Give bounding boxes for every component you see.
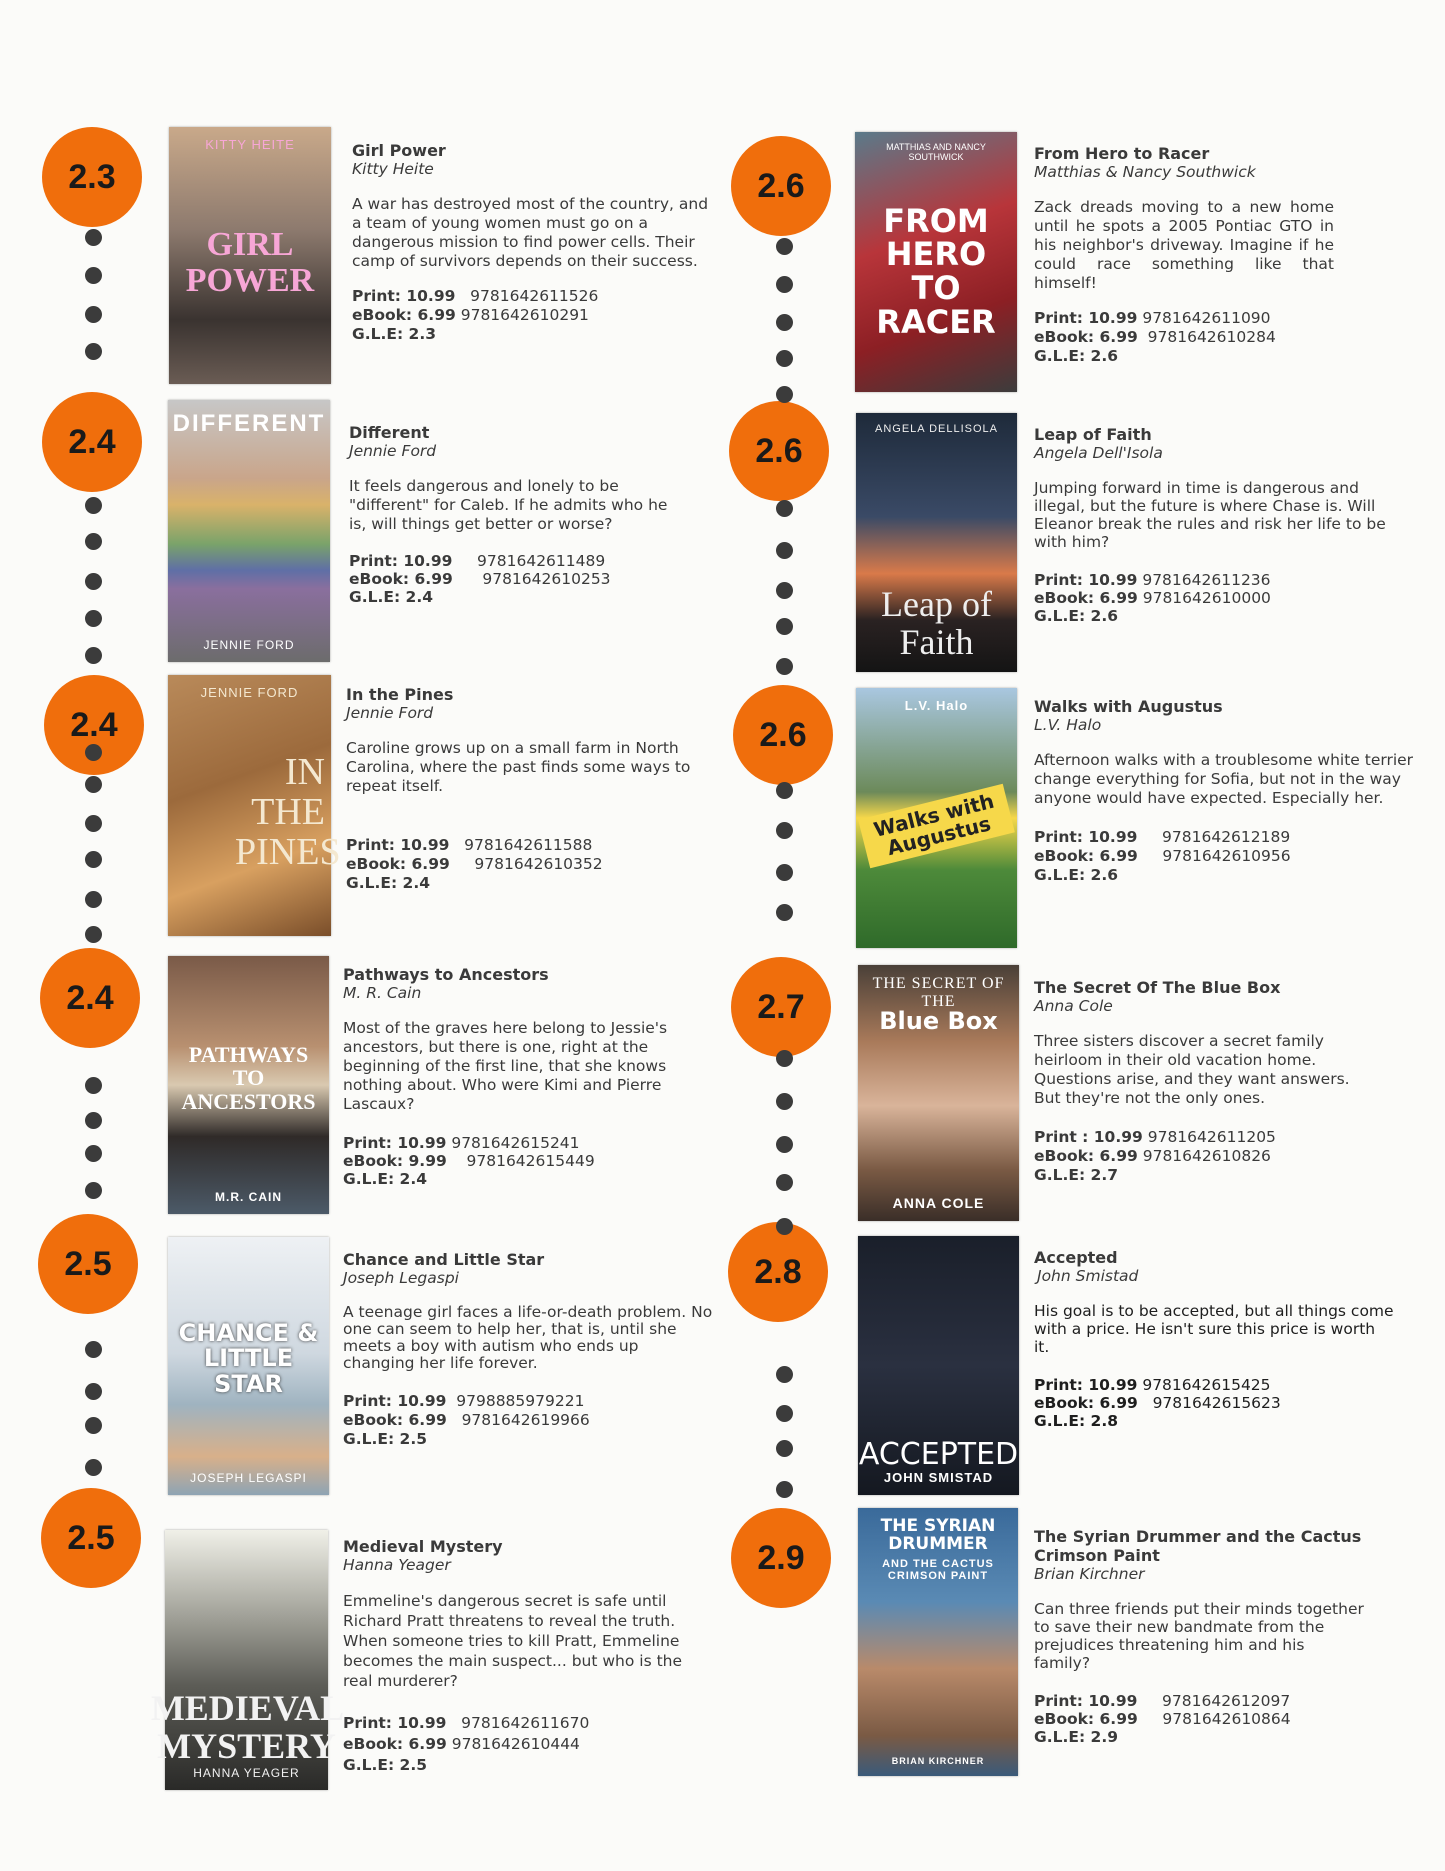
- print-isbn: 9781642611489: [477, 552, 606, 570]
- book-author: Brian Kirchner: [1034, 1565, 1145, 1583]
- book-title: Girl Power: [352, 141, 446, 160]
- book-entry: [349, 423, 679, 606]
- grade-level: G.L.E: 2.4: [349, 588, 434, 606]
- book-author: M. R. Cain: [343, 984, 422, 1002]
- book-prices: [1034, 571, 1394, 625]
- book-entry: [1034, 978, 1374, 1185]
- grade-level: G.L.E: 2.4: [343, 1170, 428, 1188]
- print-price: Print: 10.99: [343, 1714, 447, 1732]
- book-cover[interactable]: [150, 1530, 345, 1790]
- timeline-dot: [776, 1050, 793, 1067]
- cover-author-bottom: HANNA YEAGER: [193, 1766, 300, 1780]
- ebook-price: eBook: 6.99: [343, 1735, 447, 1753]
- book-description: A teenage girl faces a life-or-death problem. No one can seem to help her, that is, until she meets a boy with autism who ends up changing her life forever.: [343, 1303, 713, 1372]
- print-isbn: 9781642612097: [1162, 1692, 1291, 1710]
- timeline-dot: [776, 1366, 793, 1383]
- book-entry: [343, 1250, 713, 1449]
- grade-level-badge: 2.5: [41, 1488, 141, 1588]
- grade-level-badge: 2.6: [733, 685, 833, 785]
- cover-title: Walks with Augustus: [858, 783, 1015, 868]
- book-title: Different: [349, 423, 430, 442]
- cover-title: FROM HERO TO RACER: [876, 201, 996, 341]
- timeline-dot: [776, 1481, 793, 1498]
- book-prices: [1034, 1692, 1364, 1746]
- ebook-isbn: 9781642619966: [461, 1411, 590, 1429]
- timeline-dot: [776, 276, 793, 293]
- print-isbn: 9781642611588: [464, 836, 593, 854]
- print-price: Print: 10.99: [1034, 1692, 1138, 1710]
- timeline-dot: [776, 350, 793, 367]
- timeline-dot: [85, 497, 102, 514]
- book-title: Chance and Little Star: [343, 1250, 545, 1269]
- book-entry: [1034, 1527, 1364, 1746]
- ebook-isbn: 9781642610000: [1142, 589, 1271, 607]
- print-price: Print: 10.99: [1034, 571, 1138, 589]
- ebook-price: eBook: 6.99: [1034, 589, 1138, 607]
- print-isbn: 9781642611205: [1147, 1128, 1276, 1146]
- timeline-dot: [85, 1383, 102, 1400]
- cover-title: Leap of Faith: [881, 584, 992, 663]
- book-description: His goal is to be accepted, but all things come with a price. He isn't sure this price is worth it.: [1034, 1302, 1394, 1356]
- cover-author-bottom: JOSEPH LEGASPI: [190, 1471, 307, 1485]
- timeline-dot: [85, 533, 102, 550]
- timeline-dot: [776, 1440, 793, 1457]
- book-cover[interactable]: [858, 1508, 1018, 1776]
- book-cover[interactable]: [855, 132, 1017, 392]
- book-prices: [349, 552, 679, 606]
- timeline-dot: [85, 1417, 102, 1434]
- grade-level: G.L.E: 2.3: [352, 325, 437, 343]
- ebook-price: eBook: 9.99: [343, 1152, 447, 1170]
- timeline-dot: [776, 822, 793, 839]
- ebook-price: eBook: 6.99: [1034, 328, 1138, 346]
- book-description: Can three friends put their minds together to save their new bandmate from the prejudices threatening him and his family?: [1034, 1600, 1364, 1672]
- ebook-isbn: 9781642615449: [466, 1152, 595, 1170]
- book-author: Angela Dell'Isola: [1034, 444, 1163, 462]
- cover-title: Blue Box: [879, 1007, 998, 1035]
- print-isbn: 9781642615425: [1142, 1376, 1271, 1394]
- book-author: Jennie Ford: [346, 704, 434, 722]
- timeline-dot: [85, 1145, 102, 1162]
- book-description: Caroline grows up on a small farm in North Carolina, where the past finds some ways to repeat itself.: [346, 739, 691, 795]
- grade-level-badge: 2.4: [40, 948, 140, 1048]
- book-prices: [346, 836, 691, 893]
- grade-level-badge: 2.8: [728, 1222, 828, 1322]
- timeline-dot: [776, 864, 793, 881]
- book-title: The Syrian Drummer and the Cactus Crimson Paint: [1034, 1527, 1362, 1565]
- book-cover[interactable]: [856, 413, 1017, 672]
- book-entry: [346, 685, 691, 893]
- book-description: It feels dangerous and lonely to be "different" for Caleb. If he admits who he is, will things get better or worse?: [349, 477, 668, 533]
- grade-level-badge: 2.9: [731, 1508, 831, 1608]
- cover-author-bottom: JENNIE FORD: [203, 638, 295, 652]
- print-isbn: 9781642611090: [1142, 309, 1271, 327]
- book-title: In the Pines: [346, 685, 454, 704]
- print-isbn: 9781642612189: [1162, 828, 1291, 846]
- book-entry: [1034, 144, 1334, 366]
- cover-author-top: KITTY HEITE: [205, 137, 295, 152]
- timeline-dot: [85, 926, 102, 943]
- print-price: Print: 10.99: [1034, 828, 1138, 846]
- book-entry: [1034, 1248, 1394, 1430]
- timeline-dot: [85, 1182, 102, 1199]
- cover-author-top: MATTHIAS AND NANCY SOUTHWICK: [886, 142, 986, 162]
- grade-level: G.L.E: 2.5: [343, 1756, 428, 1774]
- grade-level-badge: 2.4: [44, 675, 144, 775]
- timeline-dot: [776, 582, 793, 599]
- ebook-isbn: 9781642615623: [1152, 1394, 1281, 1412]
- timeline-dot: [776, 904, 793, 921]
- book-title: Walks with Augustus: [1034, 697, 1223, 716]
- book-cover[interactable]: [858, 1236, 1019, 1495]
- grade-level: G.L.E: 2.6: [1034, 607, 1119, 625]
- cover-title: THE SYRIAN DRUMMER: [880, 1516, 996, 1554]
- book-description: Afternoon walks with a troublesome white terrier change everything for Sofia, but not in the way anyone would have expected. Especially her.: [1034, 751, 1414, 807]
- book-prices: [343, 1134, 683, 1188]
- timeline-dot: [776, 618, 793, 635]
- book-entry: [343, 1537, 688, 1776]
- cover-title: DIFFERENT: [172, 410, 326, 437]
- print-isbn: 9798885979221: [456, 1392, 585, 1410]
- cover-author-top: ANGELA DELLISOLA: [875, 423, 998, 435]
- grade-level: G.L.E: 2.7: [1034, 1166, 1119, 1184]
- book-entry: [343, 965, 683, 1188]
- ebook-price: eBook: 6.99: [1034, 1147, 1138, 1165]
- timeline-dot: [85, 891, 102, 908]
- cover-author-top: JENNIE FORD: [200, 685, 299, 700]
- book-author: Jennie Ford: [349, 442, 437, 460]
- book-author: Hanna Yeager: [343, 1556, 451, 1574]
- book-author: Kitty Heite: [352, 160, 434, 178]
- book-prices: [352, 287, 722, 344]
- ebook-price: eBook: 6.99: [352, 306, 456, 324]
- print-isbn: 9781642611670: [461, 1714, 590, 1732]
- book-title: Medieval Mystery: [343, 1537, 503, 1556]
- grade-level-badge: 2.4: [42, 392, 142, 492]
- grade-level: G.L.E: 2.8: [1034, 1412, 1119, 1430]
- timeline-dot: [85, 1459, 102, 1476]
- book-description: Three sisters discover a secret family heirloom in their old vacation home. Questions arise, and they want answers. But they're not the only ones.: [1034, 1032, 1350, 1107]
- timeline-dot: [85, 776, 102, 793]
- cover-author-bottom: ANNA COLE: [892, 1195, 985, 1211]
- print-isbn: 9781642611526: [470, 287, 599, 305]
- timeline-dot: [776, 1093, 793, 1110]
- ebook-isbn: 9781642610284: [1147, 328, 1276, 346]
- print-isbn: 9781642615241: [451, 1134, 580, 1152]
- ebook-isbn: 9781642610352: [474, 855, 603, 873]
- book-prices: [1034, 1128, 1374, 1185]
- book-title: Accepted: [1034, 1248, 1118, 1267]
- book-title: From Hero to Racer: [1034, 144, 1210, 163]
- timeline-dot: [776, 314, 793, 331]
- book-author: Anna Cole: [1034, 997, 1113, 1015]
- ebook-price: eBook: 6.99: [1034, 1394, 1138, 1412]
- grade-level-badge: 2.6: [729, 401, 829, 501]
- cover-author-bottom: BRIAN KIRCHNER: [891, 1756, 985, 1766]
- book-prices: [1034, 828, 1419, 885]
- timeline-dot: [776, 238, 793, 255]
- cover-author-bottom: JOHN SMISTAD: [883, 1470, 994, 1485]
- book-title: Leap of Faith: [1034, 425, 1152, 444]
- book-description: Emmeline's dangerous secret is safe until Richard Pratt threatens to reveal the truth. When someone tries to kill Pratt, Emmeline becomes the main suspect... but who is the real murderer?: [343, 1592, 683, 1690]
- timeline-dot: [85, 306, 102, 323]
- cover-subtitle: AND THE CACTUS CRIMSON PAINT: [882, 1557, 994, 1582]
- print-price: Print : 10.99: [1034, 1128, 1143, 1146]
- grade-level: G.L.E: 2.6: [1034, 866, 1119, 884]
- timeline-dot: [85, 229, 102, 246]
- book-description: Jumping forward in time is dangerous and illegal, but the future is where Chase is. Will Eleanor break the rules and risk her life to be with him?: [1034, 479, 1386, 551]
- book-entry: [352, 141, 722, 344]
- timeline-dot: [776, 782, 793, 799]
- timeline-dot: [85, 744, 102, 761]
- book-prices: [1034, 1376, 1394, 1430]
- cover-author-bottom: M.R. CAIN: [215, 1190, 282, 1204]
- book-author: John Smistad: [1037, 1267, 1139, 1285]
- book-author: L.V. Halo: [1034, 716, 1102, 734]
- grade-level-badge: 2.5: [38, 1214, 138, 1314]
- ebook-isbn: 9781642610291: [460, 306, 589, 324]
- timeline-dot: [776, 386, 793, 403]
- book-cover[interactable]: [858, 965, 1019, 1221]
- timeline-dot: [776, 1174, 793, 1191]
- ebook-price: eBook: 6.99: [1034, 847, 1138, 865]
- timeline-dot: [776, 542, 793, 559]
- ebook-price: eBook: 6.99: [346, 855, 450, 873]
- book-cover[interactable]: [168, 675, 341, 936]
- print-isbn: 9781642611236: [1142, 571, 1271, 589]
- cover-title: CHANCE & LITTLE STAR: [178, 1319, 319, 1398]
- print-price: Print: 10.99: [1034, 1376, 1138, 1394]
- timeline-dot: [776, 500, 793, 517]
- ebook-isbn: 9781642610826: [1142, 1147, 1271, 1165]
- print-price: Print: 10.99: [343, 1134, 447, 1152]
- book-cover[interactable]: [856, 688, 1017, 948]
- cover-author-top: L.V. Halo: [904, 698, 969, 713]
- timeline-dot: [776, 1218, 793, 1235]
- book-title: Pathways to Ancestors: [343, 965, 549, 984]
- cover-title: ACCEPTED: [858, 1436, 1019, 1472]
- book-description: Most of the graves here belong to Jessie's ancestors, but there is one, right at the beginning of the first line, that she knows nothing about. Who were Kimi and Pierre Lascaux?: [343, 1019, 668, 1113]
- book-entry: [1034, 697, 1419, 885]
- cover-title: IN THE PINES: [235, 751, 341, 873]
- cover-author-top: THE SECRET OF THE: [872, 975, 1005, 1010]
- book-author: Joseph Legaspi: [343, 1269, 459, 1287]
- book-description: A war has destroyed most of the country, and a team of young women must go on a dangerous mission to find power cells. Their camp of survivors depends on their success.: [352, 195, 709, 270]
- ebook-isbn: 9781642610956: [1162, 847, 1291, 865]
- timeline-dot: [85, 267, 102, 284]
- ebook-price: eBook: 6.99: [343, 1411, 447, 1429]
- print-price: Print: 10.99: [349, 552, 453, 570]
- grade-level-badge: 2.3: [42, 127, 142, 227]
- ebook-isbn: 9781642610253: [482, 570, 611, 588]
- grade-level: G.L.E: 2.4: [346, 874, 431, 892]
- book-entry: [1034, 425, 1394, 625]
- book-cover[interactable]: [168, 400, 330, 662]
- timeline-dot: [85, 647, 102, 664]
- ebook-price: eBook: 6.99: [1034, 1710, 1138, 1728]
- timeline-dot: [776, 1136, 793, 1153]
- cover-title: PATHWAYS TO ANCESTORS: [181, 1042, 316, 1114]
- timeline-dot: [85, 343, 102, 360]
- book-prices: [343, 1392, 713, 1449]
- book-title: The Secret Of The Blue Box: [1034, 978, 1281, 997]
- timeline-dot: [85, 1077, 102, 1094]
- print-price: Print: 10.99: [352, 287, 456, 305]
- timeline-dot: [85, 610, 102, 627]
- print-price: Print: 10.99: [343, 1392, 447, 1410]
- timeline-dot: [85, 1341, 102, 1358]
- print-price: Print: 10.99: [1034, 309, 1138, 327]
- ebook-isbn: 9781642610444: [451, 1735, 580, 1753]
- ebook-price: eBook: 6.99: [349, 570, 453, 588]
- timeline-dot: [85, 1112, 102, 1129]
- cover-title: MEDIEVAL MYSTERY: [150, 1688, 345, 1767]
- timeline-dot: [85, 815, 102, 832]
- book-description: Zack dreads moving to a new home until he spots a 2005 Pontiac GTO in his neighbor's driveway. Imagine if he could race something like that himself!: [1034, 198, 1334, 292]
- book-prices: [1034, 309, 1334, 366]
- book-cover[interactable]: [169, 127, 331, 384]
- book-author: Matthias & Nancy Southwick: [1034, 163, 1256, 181]
- book-cover[interactable]: [168, 956, 329, 1214]
- timeline-dot: [776, 1405, 793, 1422]
- grade-level: G.L.E: 2.6: [1034, 347, 1119, 365]
- timeline-dot: [85, 851, 102, 868]
- cover-title: GIRL POWER: [185, 226, 315, 299]
- grade-level-badge: 2.6: [731, 136, 831, 236]
- book-prices: [343, 1713, 688, 1776]
- timeline-dot: [85, 573, 102, 590]
- grade-level-badge: 2.7: [731, 957, 831, 1057]
- print-price: Print: 10.99: [346, 836, 450, 854]
- book-cover[interactable]: [168, 1237, 329, 1495]
- timeline-dot: [776, 658, 793, 675]
- grade-level: G.L.E: 2.5: [343, 1430, 428, 1448]
- grade-level: G.L.E: 2.9: [1034, 1728, 1119, 1746]
- ebook-isbn: 9781642610864: [1162, 1710, 1291, 1728]
